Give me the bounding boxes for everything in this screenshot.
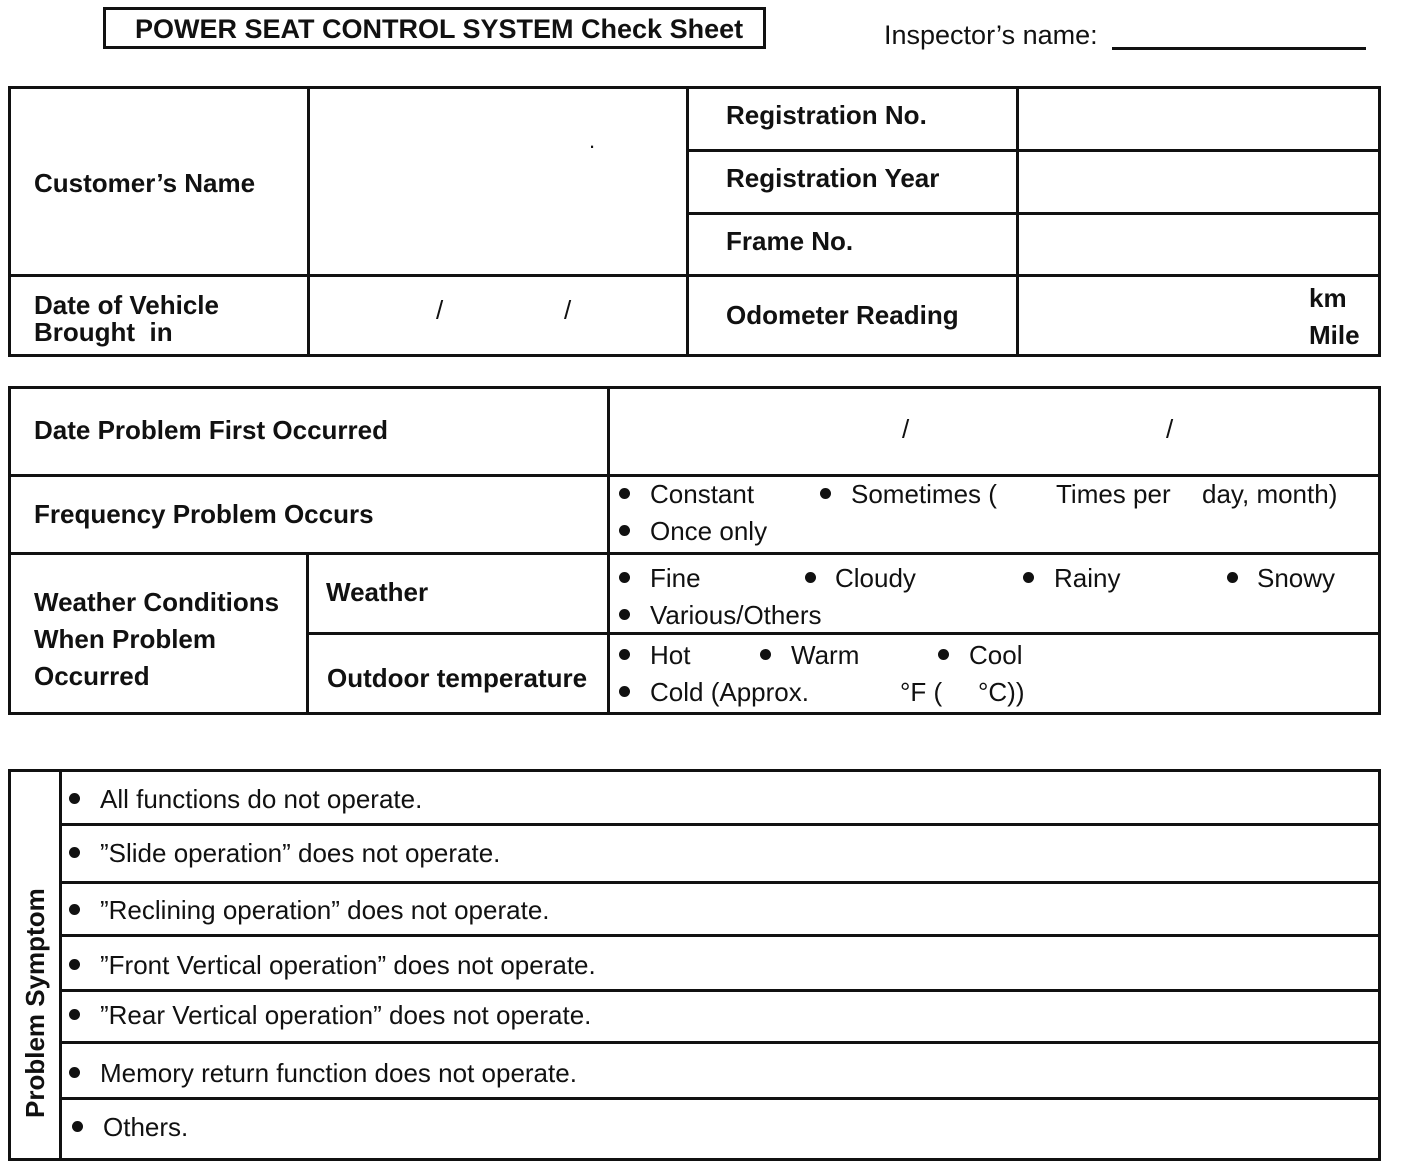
frequency-problem-occurs-label: Frequency Problem Occurs: [34, 499, 374, 529]
temp-deg-f: °F (: [900, 677, 943, 707]
weather-conditions-label-line3: Occurred: [34, 661, 150, 691]
date-brought-in-separator: /: [436, 295, 444, 325]
outdoor-temperature-label: Outdoor temperature: [327, 663, 588, 693]
frame-no-label: Frame No.: [726, 226, 854, 256]
date-problem-first-occurred-field[interactable]: [612, 391, 1377, 473]
weather-option-fine[interactable]: Fine: [650, 563, 701, 593]
cool-bullet[interactable]: [938, 649, 949, 660]
date-problem-first-occurred-label: Date Problem First Occurred: [34, 415, 388, 445]
registration-year-label: Registration Year: [726, 163, 940, 193]
inspector-name-field[interactable]: [1112, 47, 1366, 50]
symptom-bullet[interactable]: [69, 847, 80, 858]
weather-option-various-others[interactable]: Various/Others: [650, 600, 822, 630]
fine-bullet[interactable]: [619, 572, 630, 583]
cold-bullet[interactable]: [619, 686, 630, 697]
frame-no-field[interactable]: [1021, 218, 1377, 273]
weather-conditions-label-line2: When Problem: [34, 624, 217, 654]
symptom-bullet[interactable]: [72, 1121, 83, 1132]
frequency-option-constant[interactable]: Constant: [650, 479, 755, 509]
temp-option-cool[interactable]: Cool: [969, 640, 1023, 670]
registration-no-field[interactable]: [1021, 92, 1377, 148]
weather-option-cloudy[interactable]: Cloudy: [835, 563, 916, 593]
symptom-item[interactable]: ”Slide operation” does not operate.: [100, 838, 501, 868]
symptom-bullet[interactable]: [69, 1067, 80, 1078]
customer-name-label: Customer’s Name: [34, 168, 256, 198]
symptom-item[interactable]: Others.: [103, 1112, 189, 1142]
various-others-bullet[interactable]: [619, 609, 630, 620]
hot-bullet[interactable]: [619, 649, 630, 660]
symptom-bullet[interactable]: [69, 1009, 80, 1020]
weather-option-rainy[interactable]: Rainy: [1054, 563, 1121, 593]
temp-option-warm[interactable]: Warm: [791, 640, 860, 670]
frequency-times-per: Times per: [1056, 479, 1171, 509]
check-sheet-title: POWER SEAT CONTROL SYSTEM Check Sheet: [103, 7, 766, 49]
constant-bullet[interactable]: [619, 488, 630, 499]
weather-conditions-label-line1: Weather Conditions: [34, 587, 280, 617]
frequency-day-month: day, month): [1202, 479, 1338, 509]
registration-no-label: Registration No.: [726, 100, 927, 130]
odometer-unit-km: km: [1309, 283, 1347, 313]
date-first-separator: /: [1166, 414, 1174, 444]
once-only-bullet[interactable]: [619, 525, 630, 536]
symptom-item[interactable]: ”Rear Vertical operation” does not operate.: [100, 1000, 592, 1030]
sometimes-bullet[interactable]: [820, 488, 831, 499]
frequency-option-once-only[interactable]: Once only: [650, 516, 768, 546]
snowy-bullet[interactable]: [1227, 572, 1238, 583]
cloudy-bullet[interactable]: [805, 572, 816, 583]
date-brought-in-separator: /: [564, 295, 572, 325]
warm-bullet[interactable]: [760, 649, 771, 660]
date-brought-in-field[interactable]: [312, 280, 684, 354]
problem-symptom-label: Problem Symptom: [20, 888, 50, 1118]
date-brought-in-label-line1: Date of Vehicle: [34, 290, 219, 320]
temp-option-hot[interactable]: Hot: [650, 640, 691, 670]
temp-deg-c: °C)): [978, 677, 1025, 707]
symptom-item[interactable]: All functions do not operate.: [100, 784, 423, 814]
weather-option-snowy[interactable]: Snowy: [1257, 563, 1336, 593]
symptom-bullet[interactable]: [69, 904, 80, 915]
frequency-option-sometimes[interactable]: Sometimes (: [851, 479, 997, 509]
customer-name-field[interactable]: [312, 92, 684, 272]
registration-year-field[interactable]: [1021, 155, 1377, 211]
symptom-item[interactable]: Memory return function does not operate.: [100, 1058, 577, 1088]
symptom-item[interactable]: ”Front Vertical operation” does not operate.: [100, 950, 596, 980]
symptom-item[interactable]: ”Reclining operation” does not operate.: [100, 895, 550, 925]
odometer-reading-field[interactable]: [1021, 280, 1291, 354]
temp-option-cold[interactable]: Cold (Approx.: [650, 677, 809, 707]
customer-name-mark: .: [589, 128, 596, 153]
date-brought-in-label-line2: Brought in: [34, 317, 173, 347]
symptom-bullet[interactable]: [69, 793, 80, 804]
symptom-bullet[interactable]: [69, 959, 80, 970]
odometer-reading-label: Odometer Reading: [726, 300, 959, 330]
rainy-bullet[interactable]: [1023, 572, 1034, 583]
weather-label: Weather: [326, 577, 429, 607]
date-first-separator: /: [902, 414, 910, 444]
odometer-unit-mile: Mile: [1309, 320, 1360, 350]
inspector-name-label: Inspector’s name:: [884, 20, 1098, 50]
